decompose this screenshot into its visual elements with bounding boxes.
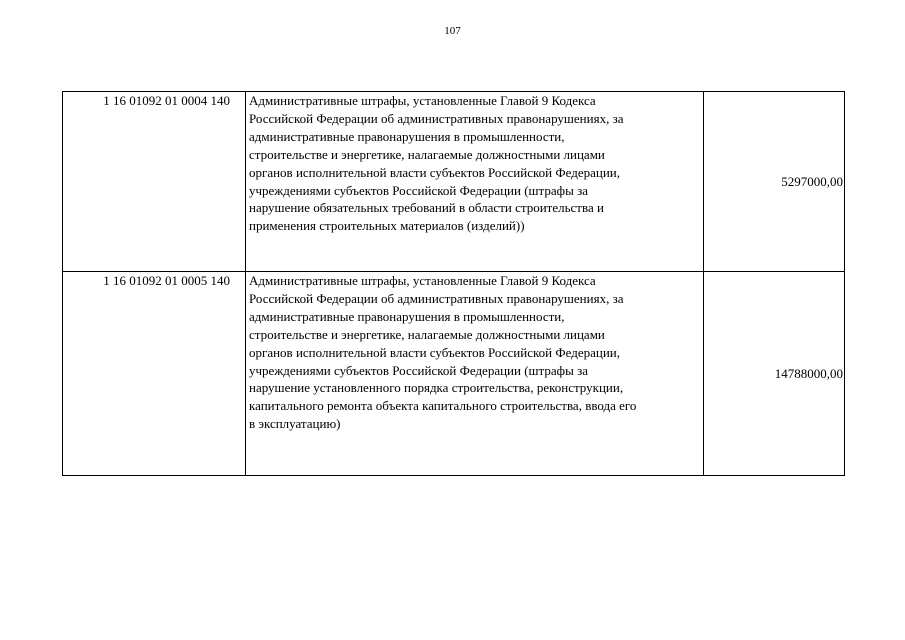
revenue-name-line: Административные штрафы, установленные Главой 9 Кодекса xyxy=(249,93,596,108)
table-row xyxy=(63,272,845,476)
revenue-name-line: органов исполнительной власти субъектов Российской Федерации, xyxy=(249,164,620,180)
budget-revenue-table xyxy=(62,91,845,476)
amount-cell: 5297000,00 xyxy=(704,92,845,272)
revenue-name-line: учреждениями субъектов Российской Федерации (штрафы за xyxy=(249,362,588,378)
revenue-name-line: в эксплуатацию) xyxy=(249,416,341,432)
page-number: 107 xyxy=(444,25,461,37)
revenue-name-line: строительстве и энергетике, налагаемые должностными лицами xyxy=(249,146,605,162)
classification-code-cell: 1 16 01092 01 0005 140 xyxy=(63,272,246,476)
classification-code-cell: 1 16 01092 01 0004 140 xyxy=(63,92,246,272)
revenue-name-line: Административные штрафы, установленные Главой 9 Кодекса xyxy=(249,273,596,288)
revenue-name-cell xyxy=(246,92,704,272)
revenue-name-line: административные правонарушения в промышленности, xyxy=(249,308,565,324)
revenue-name-line: капитального ремонта объекта капитального строительства, ввода его xyxy=(249,398,637,414)
revenue-name-line: административные правонарушения в промышленности, xyxy=(249,128,565,144)
revenue-name-line: Российской Федерации об административных правонарушениях, за xyxy=(249,110,624,126)
revenue-name-cell xyxy=(246,272,704,476)
revenue-name-line: нарушение обязательных требований в области строительства и xyxy=(249,200,604,216)
revenue-name-line: нарушение установленного порядка строительства, реконструкции, xyxy=(249,380,624,396)
amount-cell: 14788000,00 xyxy=(704,272,845,476)
revenue-name-line: учреждениями субъектов Российской Федерации (штрафы за xyxy=(249,182,588,198)
revenue-name-line: применения строительных материалов (изделий)) xyxy=(249,218,525,234)
table-row xyxy=(63,92,845,272)
revenue-name-line: Российской Федерации об административных правонарушениях, за xyxy=(249,290,624,306)
revenue-name-line: строительстве и энергетике, налагаемые должностными лицами xyxy=(249,326,605,342)
revenue-name-line: органов исполнительной власти субъектов Российской Федерации, xyxy=(249,344,620,360)
